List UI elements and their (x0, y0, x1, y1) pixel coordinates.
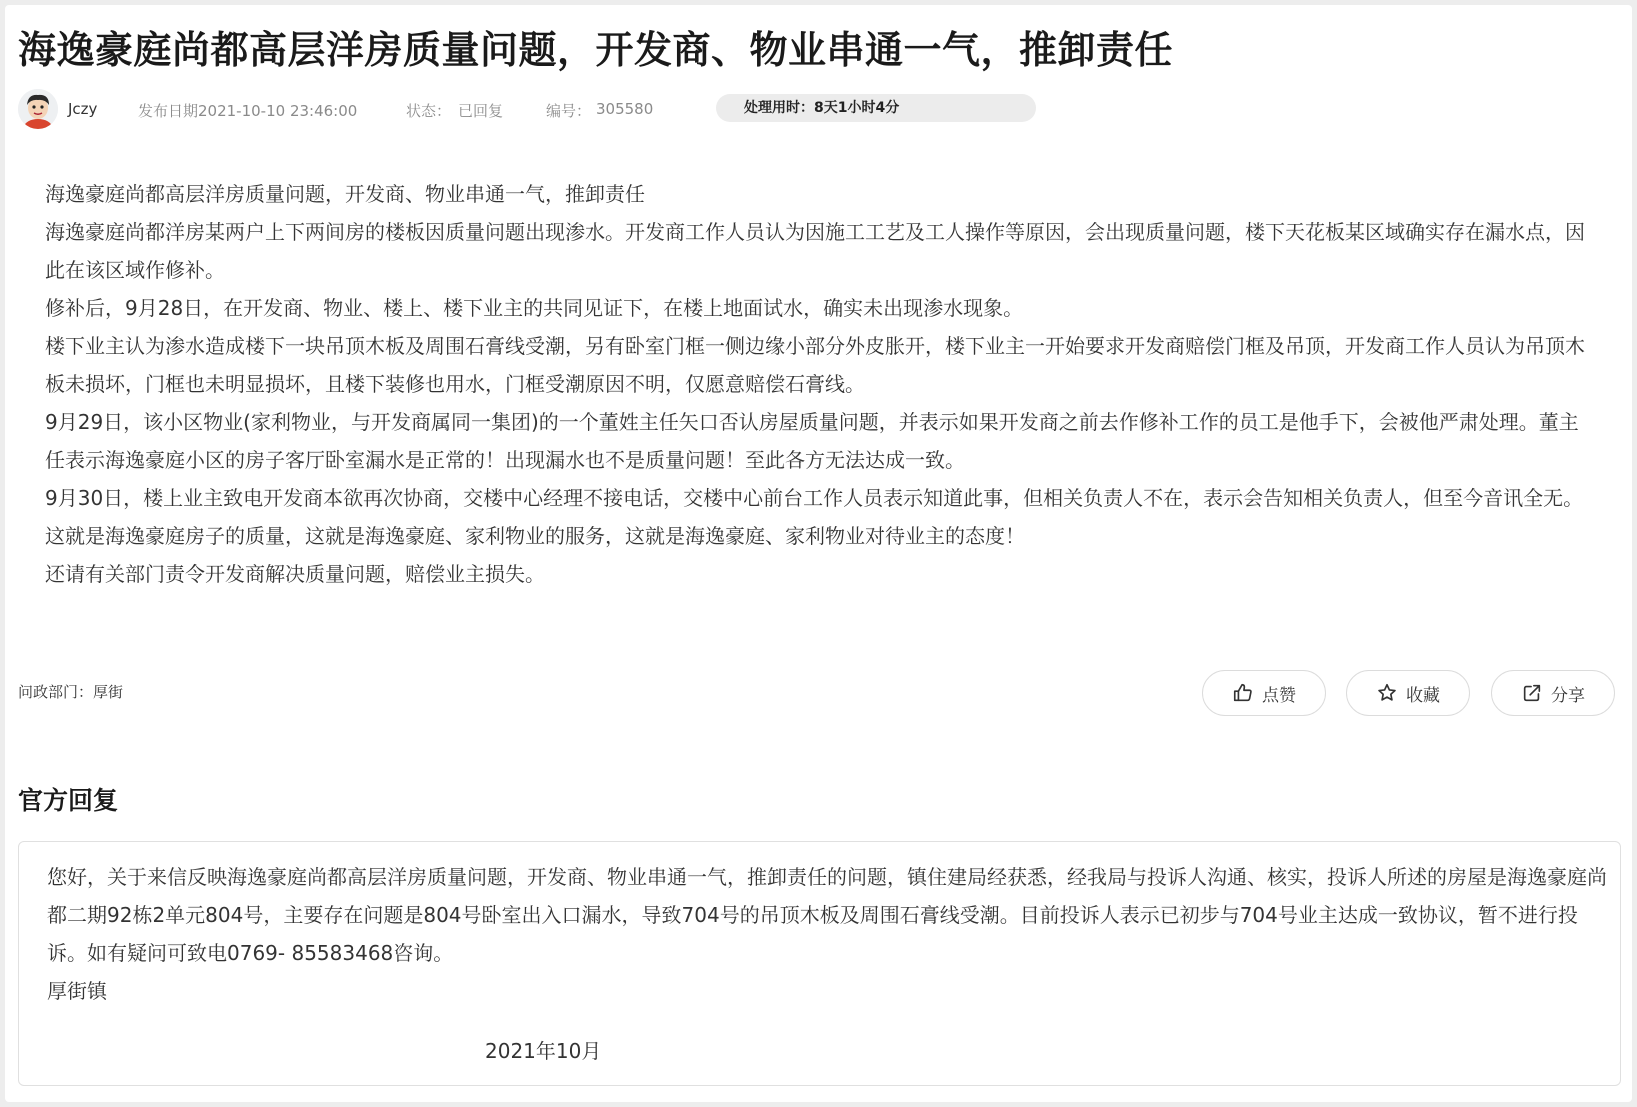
department: 问政部门：厚街 (18, 683, 124, 701)
reply-signature: 厚街镇 (47, 979, 107, 1003)
like-label: 点赞 (1262, 685, 1296, 706)
status-label: 状态： (406, 102, 452, 120)
like-button[interactable] (1202, 670, 1326, 716)
content-paragraph: 9月29日，该小区物业(家利物业，与开发商属同一集团)的一个董姓主任矢口否认房屋质量问题，并表示如果开发商之前去作修补工作的员工是他手下，会被他严肃处理。董主任表示海逸豪庭小区的房子客厅卧室漏水是正常的！出现漏水也不是质量问题！至此各方无法达成一致。 (45, 410, 1579, 472)
content-paragraph: 还请有关部门责令开发商解决质量问题，赔偿业主损失。 (45, 562, 545, 586)
page-title: 海逸豪庭尚都高层洋房质量问题，开发商、物业串通一气，推卸责任 (18, 28, 1174, 72)
page (5, 5, 1632, 1102)
thumbs-up-icon (1232, 682, 1254, 704)
post-meta (18, 87, 1618, 131)
content-paragraph: 修补后，9月28日，在开发商、物业、楼上、楼下业主的共同见证下，在楼上地面试水，确实未出现渗水现象。 (45, 296, 1024, 320)
official-reply-heading: 官方回复 (18, 786, 119, 815)
content-paragraph: 这就是海逸豪庭房子的质量，这就是海逸豪庭、家利物业的服务，这就是海逸豪庭、家利物业对待业主的态度！ (45, 524, 1025, 548)
avatar[interactable] (18, 89, 58, 129)
avatar-cartoon-icon (18, 89, 58, 129)
number-value: 305580 (596, 100, 654, 118)
share-button[interactable] (1491, 670, 1615, 716)
status-value: 已回复 (458, 102, 504, 120)
post-content (45, 175, 1590, 593)
official-reply-box (18, 841, 1621, 1086)
star-icon (1376, 682, 1398, 704)
number-label: 编号： (546, 102, 592, 120)
processing-time-badge: 处理用时：8天1小时4分 (716, 94, 1036, 122)
content-paragraph: 9月30日，楼上业主致电开发商本欲再次协商，交楼中心经理不接电话，交楼中心前台工作人员表示知道此事，但相关负责人不在，表示会告知相关负责人，但至今音讯全无。 (45, 486, 1584, 510)
reply-text: 您好，关于来信反映海逸豪庭尚都高层洋房质量问题，开发商、物业串通一气，推卸责任的问题，镇住建局经获悉，经我局与投诉人沟通、核实，投诉人所述的房屋是海逸豪庭尚都二期92栋2单元804号，主要存在问题是804号卧室出入口漏水，导致704号的吊顶木板及周围石膏线受潮。目前投诉人表示已初步与704号业主达成一致协议，暂不进行投诉。如有疑问可致电0769- 85583468咨询。 (47, 865, 1607, 965)
content-paragraph: 海逸豪庭尚都高层洋房质量问题，开发商、物业串通一气，推卸责任 (45, 182, 645, 206)
author-name[interactable]: Jczy (68, 100, 98, 118)
share-icon (1521, 682, 1543, 704)
publish-date: 发布日期2021-10-10 23:46:00 (138, 102, 358, 120)
reply-date: 2021年10月 (485, 1039, 602, 1063)
reply-body (47, 858, 1607, 1010)
content-paragraph: 海逸豪庭尚都洋房某两户上下两间房的楼板因质量问题出现渗水。开发商工作人员认为因施工工艺及工人操作等原因，会出现质量问题，楼下天花板某区域确实存在漏水点，因此在该区域作修补。 (45, 220, 1585, 282)
share-label: 分享 (1551, 685, 1585, 706)
favorite-label: 收藏 (1406, 685, 1440, 706)
content-paragraph: 楼下业主认为渗水造成楼下一块吊顶木板及周围石膏线受潮，另有卧室门框一侧边缘小部分外皮胀开，楼下业主一开始要求开发商赔偿门框及吊顶，开发商工作人员认为吊顶木板未损坏，门框也未明显损坏，且楼下装修也用水，门框受潮原因不明，仅愿意赔偿石膏线。 (45, 334, 1585, 396)
favorite-button[interactable] (1346, 670, 1470, 716)
